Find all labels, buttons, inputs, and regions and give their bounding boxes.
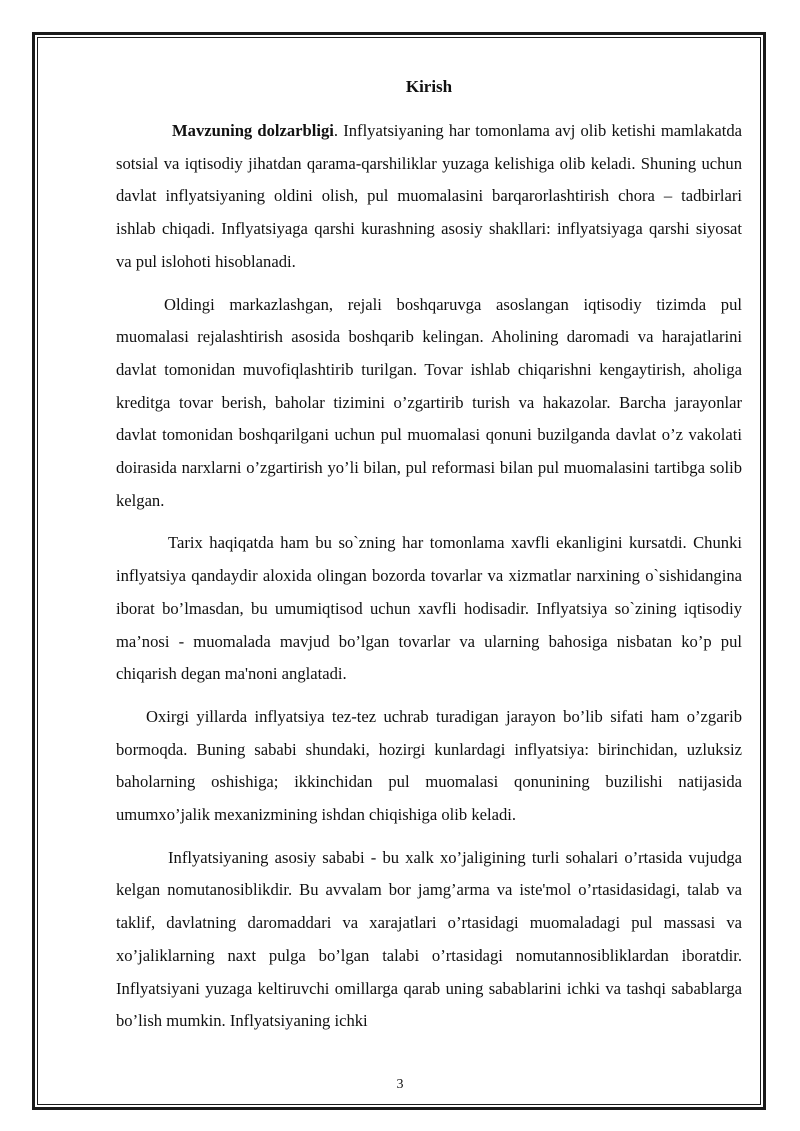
paragraph-planned-economy: Oldingi markazlashgan, rejali boshqaruvga asoslangan iqtisodiy tizimda pul muomalasi rejalashtirish asosida boshqarib kelingan. Aholining daromadi va harajatlarini davlat tomonidan muvofiqlashtirib turilgan. Tovar ishlab chiqarishni kengaytirish, aholiga kreditga tovar berish, baholar tizimini o’zgartirib turish va hakazolar. Barcha jarayonlar davlat tomonidan boshqarilgani uchun pul muomalasi qonuni buzilganda davlat o’z vakolati doirasida narxlarni o’zgartirish yo’li bilan, pul reformasi bilan pul muomalasini tartibga solib kelgan. [116,294,742,510]
paragraph-recent-years: Oxirgi yillarda inflyatsiya tez-tez uchrab turadigan jarayon bo’lib sifati ham o’zgarib bormoqda. Buning sababi shundaki, hozirgi kunlardagi inflyatsiya: birinchidan, uzluksiz baholarning oshishiga; ikkinchidan pul muomalasi qonunining buzilishi natijasida umumxo’jalik mexanizmining ishdan chiqishiga olib keladi. [116,706,742,825]
document-body [116,76,742,1048]
page-number: 3 [396,1077,404,1092]
document-title: Kirish [405,77,453,96]
paragraph-main-cause: Inflyatsiyaning asosiy sababi - bu xalk xo’jaligining turli sohalari o’rtasida vujudga kelgan nomutanosiblikdir. Bu avvalam bor jamg’arma va iste'mol o’rtasidasidagi, talab va taklif, davlatning daromaddari va xarajatlari o’rtasidagi muomaladagi pul massasi va xo’jaliklarning naxt pulga bo’lgan talabi o’rtasidagi nomutannosibliklardan iboratdir. Inflyatsiyani yuzaga keltiruvchi omillarga qarab uning sabablarini ichki va tashqi sabablarga bo’lish mumkin. Inflyatsiyaning ichki [116,847,742,1031]
paragraph-relevance [116,115,742,279]
paragraph-lead: Mavzuning dolzarbligi [172,121,334,140]
paragraph-text: . Inflyatsiyaning har tomonlama avj olib ketishi mamlakatda sotsial va iqtisodiy jihatdan qarama-qarshiliklar yuzaga kelishiga olib keladi. Shuning uchun davlat inflyatsiyaning oldini olish, pul muomalasini barqarorlashtirish chora – tadbirlari ishlab chiqadi. Inflyatsiyaga qarshi kurashning asosiy shakllari: inflyatsiyaga qarshi siyosat va pul islohoti hisoblanadi. [116,121,742,271]
paragraph-history: Tarix haqiqatda ham bu so`zning har tomonlama xavfli ekanligini kursatdi. Chunki inflyatsiya qandaydir aloxida olingan bozorda tovarlar va xizmatlar narxining o`sishidangina iborat bo’lmasdan, bu umumiqtisod uchun xavfli hodisadir. Inflyatsiya so`zining iqtisodiy ma’nosi - muomalada mavjud bo’lgan tovarlar va ularning bahosiga nisbatan ko’p pul chiqarish degan ma'noni anglatadi. [116,533,742,684]
